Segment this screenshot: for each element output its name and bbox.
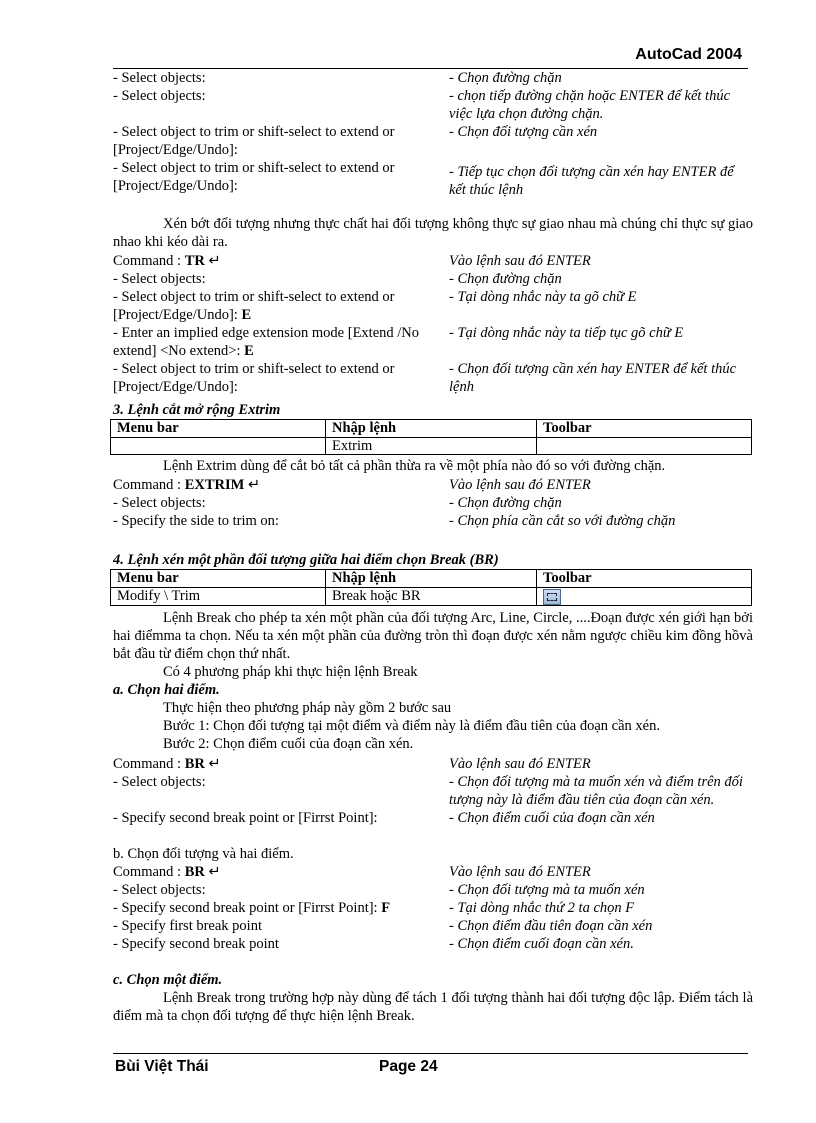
cmd-note: - Tại dòng nhắc thứ 2 ta chọn F: [449, 900, 635, 916]
cmd-prompt: - Select object to trim or shift-select to extend or [Project/Edge/Undo]:: [113, 124, 395, 158]
command-line: Command : BR ↵: [113, 864, 221, 880]
cmd-prompt: - Select objects:: [113, 70, 206, 86]
cmd-note: - Chọn đường chặn: [449, 495, 562, 511]
command-line: Command : TR ↵: [113, 253, 221, 269]
command-name: BR: [184, 756, 205, 772]
method-b-heading: b. Chọn đối tượng và hai điểm.: [113, 846, 294, 862]
cmd-note: - Tiếp tục chọn đối tượng cần xén hay ENTER để kết thúc lệnh: [449, 164, 734, 198]
cell-menu-bar: Modify \ Trim: [111, 588, 326, 606]
cmd-prompt: - Select object to trim or shift-select to extend or [Project/Edge/Undo]: E: [113, 289, 395, 323]
cmd-note: - Chọn điểm cuối đoạn cần xén.: [449, 936, 634, 952]
cmd-note: - chọn tiếp đường chặn hoặc ENTER để kết thúc việc lựa chọn đường chặn.: [449, 88, 731, 122]
table-row: [111, 588, 752, 606]
cmd-row: [113, 773, 753, 809]
break-methods-intro: Có 4 phương pháp khi thực hiện lệnh Break: [163, 664, 418, 680]
break-icon[interactable]: [543, 589, 561, 605]
command-note: Vào lệnh sau đó ENTER: [449, 864, 591, 880]
enter-symbol: ↵: [208, 756, 221, 772]
break-description: Lệnh Break cho phép ta xén một phần của đối tượng Arc, Line, Circle, ....Đoạn được xén giới hạn bởi hai điểmma ta chọn. Nếu ta xén một phần của đường tròn thì đoạn được xén nằm ngược chiều kim đồng hồvà bắt đầu từ điểm chọn thứ nhất.: [113, 610, 753, 662]
cmd-prompt: - Enter an implied edge extension mode [Extend /No extend] <No extend>: E: [113, 325, 420, 359]
cmd-note: - Chọn đường chặn: [449, 271, 562, 287]
cmd-note: - Chọn đối tượng mà ta muốn xén: [449, 882, 645, 898]
cmd-row: [113, 512, 753, 530]
cell-command: Extrim: [326, 438, 537, 455]
command-note: Vào lệnh sau đó ENTER: [449, 756, 591, 772]
cmd-row: [113, 288, 753, 324]
cmd-note: - Tại dòng nhắc này ta tiếp tục gõ chữ E: [449, 325, 684, 341]
cmd-row: [113, 87, 753, 123]
cmd-row: [113, 863, 753, 881]
cmd-row: [113, 935, 753, 953]
extrim-command-block: [113, 476, 753, 530]
command-name: BR: [184, 864, 205, 880]
cmd-prompt: - Select objects:: [113, 774, 206, 790]
footer-author: Bùi Việt Thái: [115, 1058, 209, 1075]
command-name: EXTRIM: [184, 477, 245, 493]
cell-toolbar: [537, 438, 752, 455]
footer-page-number: Page 24: [379, 1058, 438, 1075]
cmd-prompt: - Specify the side to trim on:: [113, 513, 279, 529]
cmd-note: - Chọn đối tượng mà ta muốn xén và điểm trên đối tượng này là điểm đầu tiên của đoạn cần xén.: [449, 774, 743, 808]
header-title: AutoCad 2004: [635, 46, 742, 63]
section4-heading: 4. Lệnh xén một phần đối tượng giữa hai điểm chọn Break (BR): [113, 552, 499, 568]
command-line: Command : BR ↵: [113, 756, 221, 772]
cmd-note: - Chọn điểm cuối của đoạn cần xén: [449, 810, 655, 826]
cmd-prompt: - Select objects:: [113, 88, 206, 104]
enter-symbol: ↵: [208, 253, 221, 269]
cmd-row: [113, 917, 753, 935]
trim-continuation-block: [113, 69, 753, 199]
extend-paragraph: Xén bớt đối tượng nhưng thực chất hai đối tượng không thực sự giao nhau mà chúng chỉ thực sự giao nhao khi kéo dài ra.: [113, 216, 753, 250]
enter-symbol: ↵: [208, 864, 221, 880]
cmd-row: [113, 159, 753, 199]
command-name: TR: [184, 253, 205, 269]
method-a-line: Bước 1: Chọn đối tượng tại một điểm và điểm này là điểm đầu tiên của đoạn cần xén.: [163, 718, 660, 734]
cmd-row: [113, 123, 753, 159]
cmd-row: [113, 252, 753, 270]
cmd-prompt: - Select object to trim or shift-select to extend or [Project/Edge/Undo]:: [113, 361, 395, 395]
table-header-row: [111, 570, 752, 588]
cmd-row: [113, 270, 753, 288]
command-note: Vào lệnh sau đó ENTER: [449, 253, 591, 269]
page-header: [113, 46, 748, 69]
cmd-prompt: - Specify first break point: [113, 918, 262, 934]
cmd-note: - Chọn điểm đầu tiên đoạn cần xén: [449, 918, 653, 934]
col-toolbar: Toolbar: [537, 570, 752, 588]
cmd-note: - Chọn đối tượng cần xén hay ENTER để kết thúc lệnh: [449, 361, 737, 395]
cmd-prompt: - Select objects:: [113, 495, 206, 511]
cmd-prompt: - Specify second break point: [113, 936, 279, 952]
cmd-row: [113, 494, 753, 512]
table-header-row: [111, 420, 752, 438]
cmd-row: [113, 324, 753, 360]
cmd-row: [113, 69, 753, 87]
cmd-row: [113, 881, 753, 899]
spacer: [113, 953, 753, 971]
method-c-heading: c. Chọn một điểm.: [113, 972, 223, 988]
cmd-row: [113, 476, 753, 494]
cmd-prompt: - Select object to trim or shift-select to extend or [Project/Edge/Undo]:: [113, 160, 395, 194]
cmd-note: - Chọn phía cần cắt so với đường chặn: [449, 513, 676, 529]
cmd-note: - Chọn đối tượng cần xén: [449, 124, 598, 140]
cmd-prompt: - Select objects:: [113, 271, 206, 287]
col-command: Nhập lệnh: [326, 570, 537, 588]
method-c-paragraph: Lệnh Break trong trường hợp này dùng để tách 1 đối tượng thành hai đối tượng độc lập. Điểm tách là điểm mà ta chọn đối tượng để thực hiện lệnh Break.: [113, 990, 753, 1024]
cell-command: Break hoặc BR: [326, 588, 537, 606]
cmd-row: [113, 360, 753, 396]
cell-menu-bar: [111, 438, 326, 455]
page-footer: [113, 1053, 748, 1075]
section4-table: [110, 569, 752, 606]
method-a-heading: a. Chọn hai điểm.: [113, 682, 220, 698]
cell-toolbar: [537, 588, 752, 606]
cmd-note: - Tại dòng nhắc này ta gõ chữ E: [449, 289, 637, 305]
cmd-row: [113, 899, 753, 917]
command-note: Vào lệnh sau đó ENTER: [449, 477, 591, 493]
col-toolbar: Toolbar: [537, 420, 752, 438]
col-menu-bar: Menu bar: [111, 420, 326, 438]
col-menu-bar: Menu bar: [111, 570, 326, 588]
col-command: Nhập lệnh: [326, 420, 537, 438]
section4-body: [113, 609, 753, 1025]
spacer: [113, 827, 753, 845]
cmd-prompt: - Specify second break point or [Firrst Point]:: [113, 810, 378, 826]
command-line: Command : EXTRIM ↵: [113, 477, 261, 493]
cmd-note: - Chọn đường chặn: [449, 70, 562, 86]
cmd-row: [113, 755, 753, 773]
section3-paragraph: Lệnh Extrim dùng để cắt bỏ tất cả phần thừa ra về một phía nào đó so với đường chặn.: [163, 458, 666, 474]
section3-heading: 3. Lệnh cắt mở rộng Extrim: [113, 402, 281, 418]
method-a-line: Bước 2: Chọn điểm cuối của đoạn cần xén.: [163, 736, 414, 752]
section3-table: [110, 419, 752, 455]
cmd-prompt: - Specify second break point or [Firrst Point]: F: [113, 900, 391, 916]
method-a-line: Thực hiện theo phương pháp này gồm 2 bước sau: [163, 700, 452, 716]
tr-command-block: [113, 252, 753, 396]
cmd-prompt: - Select objects:: [113, 882, 206, 898]
enter-symbol: ↵: [247, 477, 261, 493]
table-row: [111, 438, 752, 455]
cmd-row: [113, 809, 753, 827]
